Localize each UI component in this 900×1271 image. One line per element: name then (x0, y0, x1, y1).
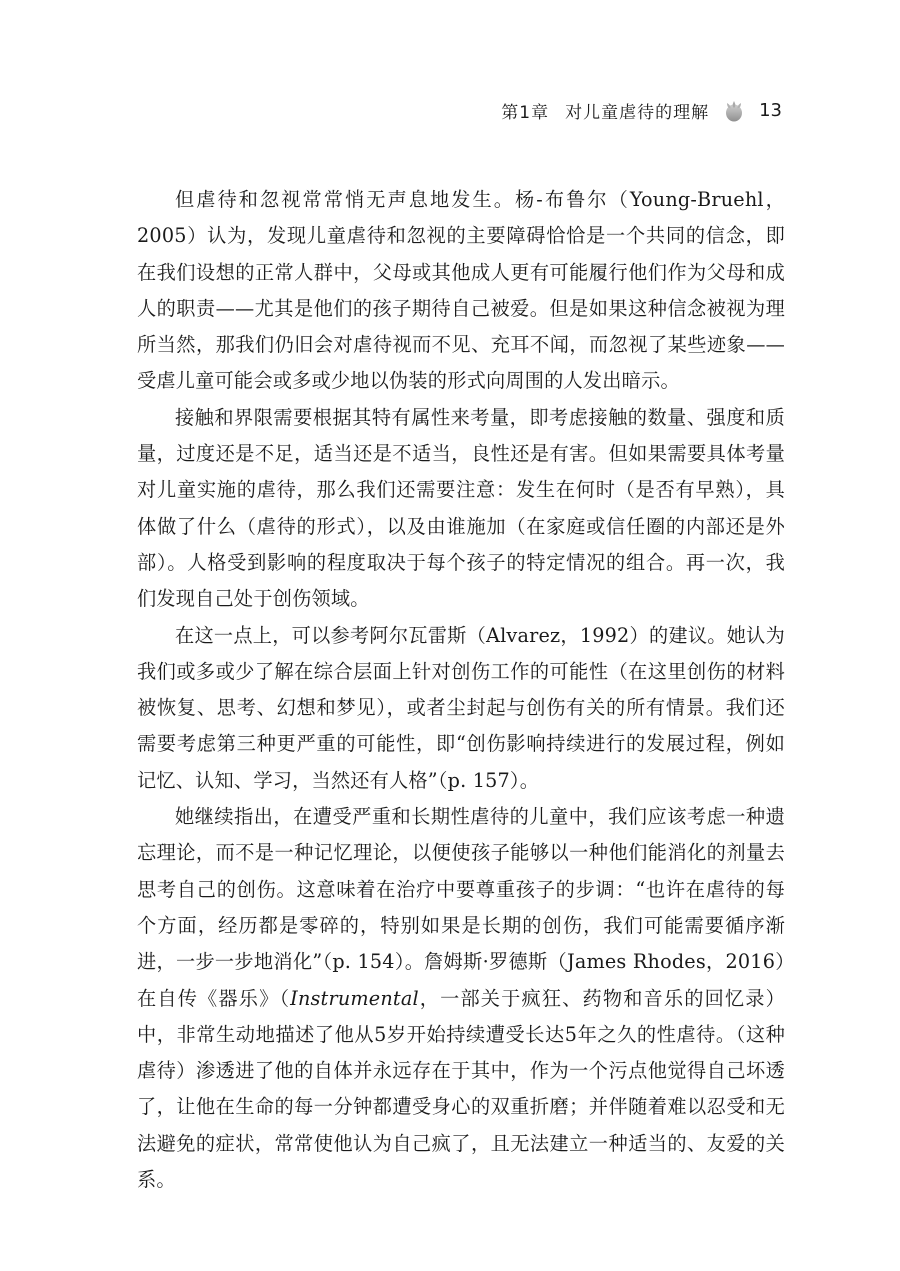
paragraph-4 (137, 799, 785, 1198)
body-text (137, 182, 785, 1198)
flower-bud-icon (723, 98, 745, 122)
paragraph-2: 接触和界限需要根据其特有属性来考量，即考虑接触的数量、强度和质量，过度还是不足，适当还是不适当，良性还是有害。但如果需要具体考量对儿童实施的虐待，那么我们还需要注意：发生在何时（是否有早熟），具体做了什么（虐待的形式），以及由谁施加（在家庭或信任圈的内部还是外部）。人格受到影响的程度取决于每个孩子的特定情况的组合。再一次，我们发现自己处于创伤领域。 (137, 405, 785, 611)
chapter-title: 对儿童虐待的理解 (565, 102, 710, 123)
paragraph-1: 但虐待和忽视常常悄无声息地发生。杨-布鲁尔（Young-Bruehl，2005）认为，发现儿童虐待和忽视的主要障碍恰恰是一个共同的信念，即在我们设想的正常人群中，父母或其他成人更有可能履行他们作为父母和成人的职责——尤其是他们的孩子期待自己被爱。但是如果这种信念被视为理所当然，那我们仍旧会对虐待视而不见、充耳不闻，而忽视了某些迹象——受虐儿童可能会或多或少地以伪装的形式向周围的人发出暗示。 (137, 188, 785, 393)
paragraph-4-text-b: ，一部关于疯狂、药物和音乐的回忆录）中，非常生动地描述了他从5岁开始持续遭受长达5年之久的性虐待。（这种虐待）渗透进了他的自体并永远存在于其中，作为一个污点他觉得自己坏透了，让他在生命的每一分钟都遭受身心的双重折磨；并伴随着难以忍受和无法避免的症状，常常使他认为自己疯了，且无法建立一种适当的、友爱的关系。 (137, 986, 786, 1192)
paragraph-4-text-a: 她继续指出，在遭受严重和长期性虐待的儿童中，我们应该考虑一种遗忘理论，而不是一种记忆理论，以便使孩子能够以一种他们能消化的剂量去思考自己的创伤。这意味着在治疗中要尊重孩子的步调：“也许在虐待的每个方面，经历都是零碎的，特别如果是长期的创伤，我们可能需要循序渐进，一步一步地消化”（p. 154）。詹姆斯·罗德斯（James Rhodes，2016）在自传《器乐》（ (137, 805, 785, 1010)
page-number: 13 (759, 99, 782, 121)
running-header (501, 96, 782, 124)
chapter-label: 第1章 (501, 102, 550, 123)
book-title-italic: Instrumental (290, 986, 419, 1010)
paragraph-3: 在这一点上，可以参考阿尔瓦雷斯（Alvarez，1992）的建议。她认为我们或多或少了解在综合层面上针对创伤工作的可能性（在这里创伤的材料被恢复、思考、幻想和梦见），或者尘封起与创伤有关的所有情景。我们还需要考虑第三种更严重的可能性，即“创伤影响持续进行的发展过程，例如记忆、认知、学习，当然还有人格”（p. 157）。 (137, 623, 785, 792)
